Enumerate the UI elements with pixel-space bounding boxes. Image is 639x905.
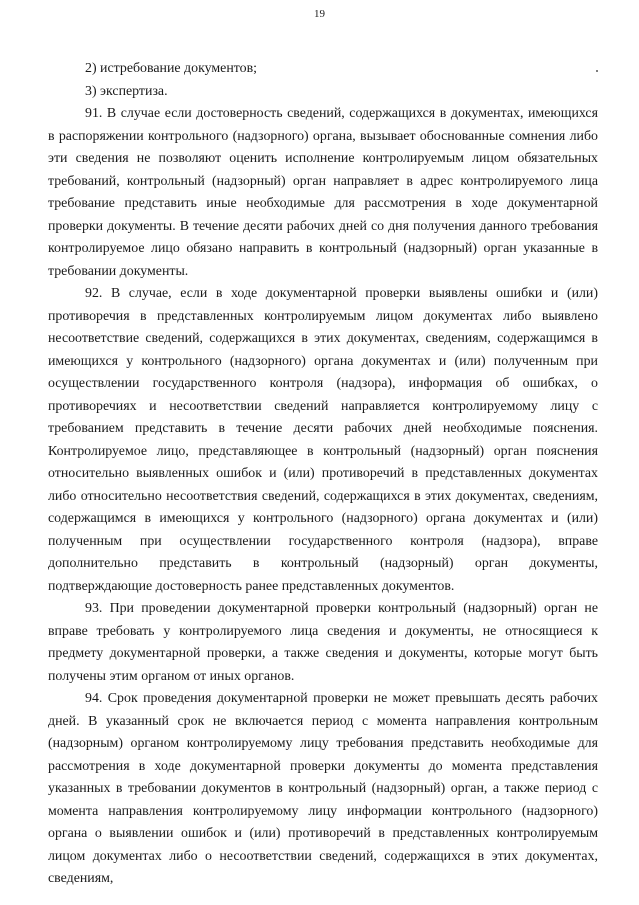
- page-number: 19: [314, 8, 325, 20]
- list-item-3: 3) экспертиза.: [85, 83, 168, 99]
- paragraph-92: 92. В случае, если в ходе документарной проверки выявлены ошибки и (или) противоречия в представленных контролируемым лицом документах либо выявлено несоответствие сведений, содержащихся в этих документах, сведениям, содержащимся в имеющихся у контрольного (надзорного) органа документах и (или) полученным при осуществлении государственного контроля (надзора), информация об ошибках, о противоречиях и несоответствии сведений направляется контролируемому лицу с требованием представить в течение десяти рабочих дней необходимые пояснения. Контролируемое лицо, представляющее в контрольный (надзорный) орган пояснения относительно выявленных ошибок и (или) противоречий в представленных документах либо относительно несоответствия сведений, содержащихся в этих документах, сведениям, содержащимся в имеющихся у контрольного (надзорного) органа документах и (или) полученным при осуществлении государственного контроля (надзора), вправе дополнительно представить в контрольный (надзорный) орган документы, подтверждающие достоверность ранее представленных документов.: [48, 286, 598, 594]
- paragraph-91: 91. В случае если достоверность сведений, содержащихся в документах, имеющихся в распоряжении контрольного (надзорного) органа, вызывает обоснованные сомнения либо эти сведения не позволяют оценить исполнение контролируемым лицом обязательных требований, контрольный (надзорный) орган направляет в адрес контролируемого лица требование представить иные необходимые для рассмотрения в ходе документарной проверки документы. В течение десяти рабочих дней со дня получения данного требования контролируемое лицо обязано направить в контрольный (надзорный) орган указанные в требовании документы.: [48, 106, 598, 279]
- paragraph-93: 93. При проведении документарной проверки контрольный (надзорный) орган не вправе требовать у контролируемого лица сведения и документы, не относящиеся к предмету документарной проверки, а также сведения и документы, которые могут быть получены этим органом от иных органов.: [48, 601, 598, 684]
- paragraph-94: 94. Срок проведения документарной проверки не может превышать десять рабочих дней. В указанный срок не включается период с момента направления контрольным (надзорным) органом контролируемому лицу требования представить необходимые для рассмотрения в ходе документарной проверки документы до момента представления указанных в требовании документов в контрольный (надзорный) орган, а также период с момента направления контролируемому лицу информации контрольного (надзорного) органа о выявлении ошибок и (или) противоречий в представленных контролируемым лицом документах либо о несоответствии сведений, содержащихся в этих документах, сведениям,: [48, 691, 598, 886]
- list-item-2: 2) истребование документов;: [85, 61, 258, 76]
- document-body: [48, 58, 598, 891]
